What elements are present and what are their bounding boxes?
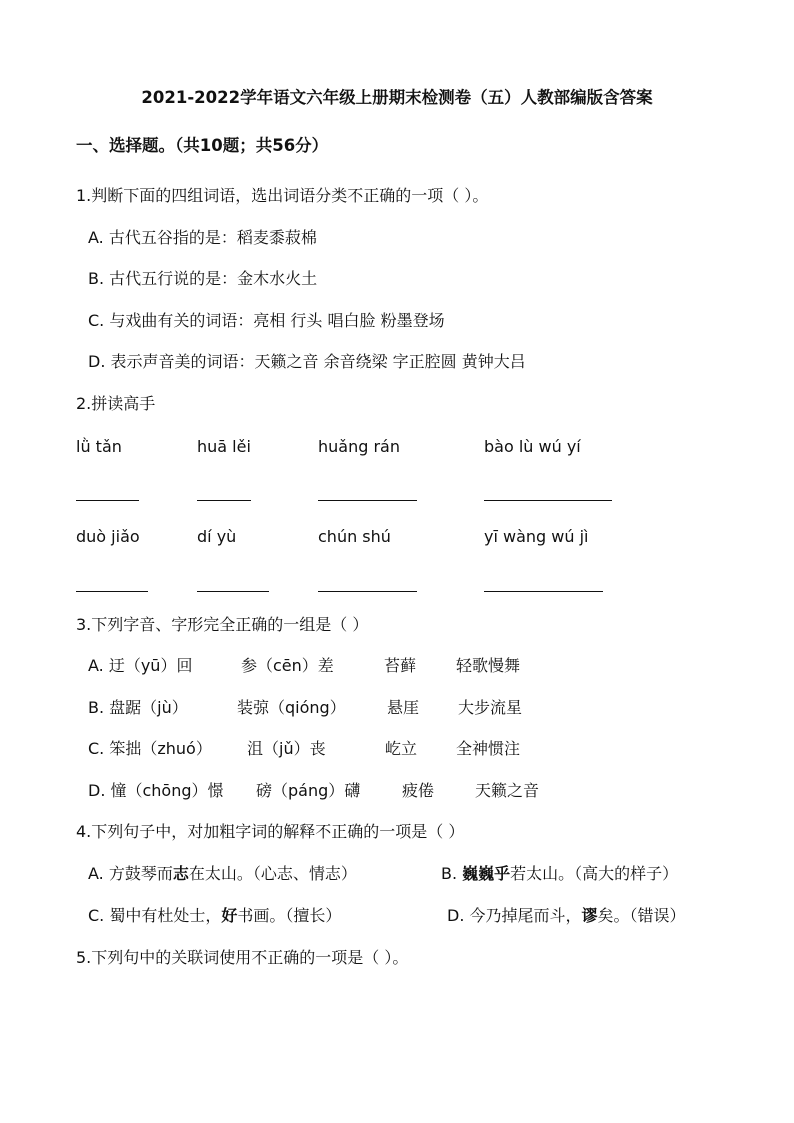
pinyin-item: lǜ tǎn [76, 437, 122, 456]
question-2-stem: 2.拼读高手 [76, 394, 156, 413]
answer-blank[interactable] [197, 500, 251, 501]
question-3-option-b-word: 装弶（qióng） [237, 698, 346, 717]
question-3-option-c-word: 屹立 [385, 739, 418, 758]
pinyin-item: huā lěi [197, 437, 251, 456]
option-text: C. 蜀中有杜处士， [88, 906, 222, 925]
question-1-stem: 1.判断下面的四组词语，选出词语分类不正确的一项（ ）。 [76, 186, 489, 205]
question-3-option-c-word: 全神惯注 [456, 739, 521, 758]
option-text: B. [441, 864, 463, 883]
pinyin-item: duò jiǎo [76, 527, 140, 546]
question-3-option-b-word: 悬厓 [387, 698, 420, 717]
question-3-option-b-word: 大步流星 [458, 698, 523, 717]
question-4-option-b [441, 864, 678, 884]
question-3-option-a-word: 轻歌慢舞 [456, 656, 521, 675]
option-text: 在太山。（心志、情志） [188, 864, 357, 883]
question-3-option-d-word: 天籁之音 [475, 781, 540, 800]
question-5-stem: 5.下列句中的关联词使用不正确的一项是（ ）。 [76, 948, 409, 967]
question-3-option-d-word: D. 憧（chōng）憬 [88, 781, 224, 800]
option-text: 书画。（擅长） [237, 906, 342, 925]
answer-blank[interactable] [197, 591, 269, 592]
question-3-stem: 3.下列字音、字形完全正确的一组是（ ） [76, 615, 369, 634]
option-text: 若太山。（高大的样子） [510, 864, 679, 883]
bold-keyword: 谬 [581, 906, 598, 925]
question-3-option-d-word: 磅（páng）礴 [256, 781, 361, 800]
question-3-option-a-word: 苔藓 [384, 656, 417, 675]
question-3-option-c-word: C. 笨拙（zhuó） [88, 739, 212, 758]
question-1-option-d: D. 表示声音美的词语：天籁之音 余音绕梁 字正腔圆 黄钟大吕 [88, 352, 526, 371]
question-4-option-d [447, 906, 686, 926]
answer-blank[interactable] [484, 500, 612, 501]
question-4-option-c [88, 906, 341, 926]
bold-keyword: 巍巍乎 [462, 864, 511, 883]
bold-keyword: 志 [172, 864, 189, 883]
option-text: 矣。（错误） [597, 906, 686, 925]
question-3-option-d-word: 疲倦 [402, 781, 435, 800]
option-text: A. 方鼓琴而 [88, 864, 173, 883]
question-4-option-a [88, 864, 357, 884]
pinyin-item: huǎng rán [318, 437, 400, 456]
answer-blank[interactable] [318, 591, 417, 592]
question-3-option-a-word: 参（cēn）差 [241, 656, 334, 675]
question-1-option-a: A. 古代五谷指的是：稻麦黍菽棉 [88, 228, 317, 247]
question-4-stem: 4.下列句子中，对加粗字词的解释不正确的一项是（ ） [76, 822, 465, 841]
question-3-option-b-word: B. 盘踞（jù） [88, 698, 188, 717]
question-1-option-c: C. 与戏曲有关的词语：亮相 行头 唱白脸 粉墨登场 [88, 311, 445, 330]
pinyin-item: bào lù wú yí [484, 437, 581, 456]
option-text: D. 今乃掉尾而斗， [447, 906, 582, 925]
pinyin-item: yī wàng wú jì [484, 527, 589, 546]
answer-blank[interactable] [76, 591, 148, 592]
answer-blank[interactable] [76, 500, 139, 501]
question-3-option-a-word: A. 迂（yū）回 [88, 656, 193, 675]
pinyin-item: chún shú [318, 527, 391, 546]
answer-blank[interactable] [484, 591, 603, 592]
question-3-option-c-word: 沮（jǔ）丧 [247, 739, 326, 758]
pinyin-item: dí yù [197, 527, 237, 546]
answer-blank[interactable] [318, 500, 417, 501]
page-title: 2021-2022学年语文六年级上册期末检测卷（五）人教部编版含答案 [141, 88, 653, 107]
bold-keyword: 好 [221, 906, 238, 925]
section-heading: 一、选择题。（共10题；共56分） [76, 136, 329, 155]
question-1-option-b: B. 古代五行说的是：金木水火土 [88, 269, 318, 288]
